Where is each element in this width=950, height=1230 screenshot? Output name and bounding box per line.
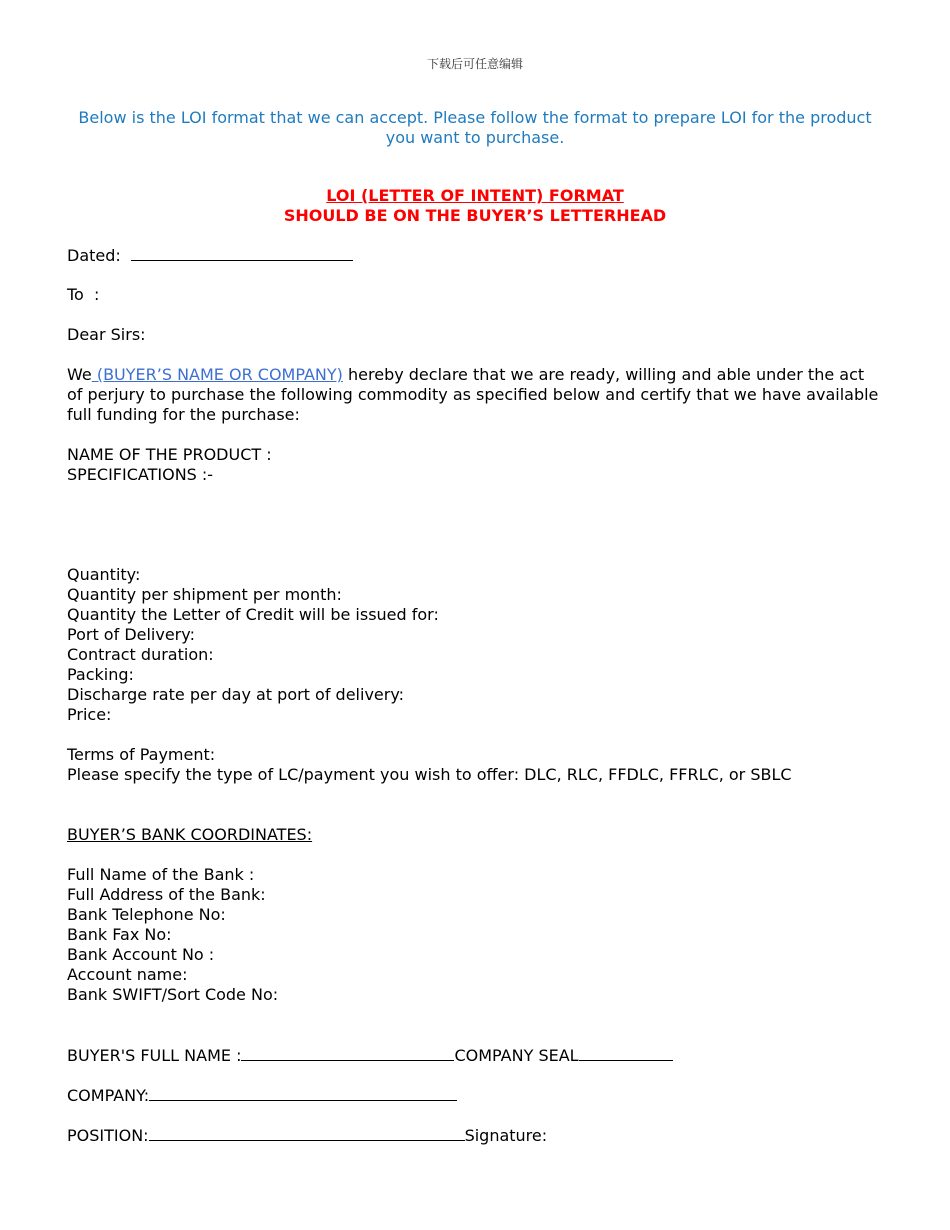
order-field: Quantity: [67,565,141,584]
order-field: Contract duration: [67,645,214,664]
order-field: Discharge rate per day at port of delivery: [67,685,405,704]
bank-field: Bank Fax No: [67,925,172,944]
bank-heading: BUYER’S BANK COORDINATES: [67,825,313,844]
header-note: 下载后可任意编辑 [426,57,523,71]
company-label: COMPANY: [67,1086,150,1105]
company-blank [149,1085,457,1101]
order-field: Quantity per shipment per month: [67,585,342,604]
order-field: Quantity the Letter of Credit will be issued for: [67,605,439,624]
company-seal-blank [579,1045,673,1061]
buyer-name-placeholder: (BUYER’S NAME OR COMPANY) [91,365,343,384]
order-field: Packing: [67,665,134,684]
signature-label: Signature: [464,1126,548,1145]
bank-field: Full Address of the Bank: [67,885,266,904]
bank-field: Account name: [67,965,188,984]
to-line: To : [67,285,100,304]
dated-blank [131,245,353,261]
product-name-field: NAME OF THE PRODUCT : [67,445,272,464]
intro-text: Below is the LOI format that we can accept. Please follow the format to prepare LOI for the product you want to purchase. [78,108,872,147]
declaration-rest: hereby declare that we are ready, willing and able under the act of perjury to purchase the following commodity as specified below and certify that we have available full funding for the purchase: [67,365,879,424]
bank-field: Bank SWIFT/Sort Code No: [67,985,279,1004]
position-line [67,1125,882,1145]
order-field: Price: [67,705,112,724]
full-name-blank [241,1045,454,1061]
company-line [67,1085,882,1105]
declaration-we: We [67,365,92,384]
bank-field: Full Name of the Bank : [67,865,255,884]
company-seal-label: COMPANY SEAL [454,1046,579,1065]
bank-field: Bank Telephone No: [67,905,226,924]
title-line-2: SHOULD BE ON THE BUYER’S LETTERHEAD [283,206,667,225]
letter-body [67,245,882,1145]
specifications-field: SPECIFICATIONS :- [67,465,214,484]
dated-line [67,245,882,265]
order-field: Port of Delivery: [67,625,195,644]
dated-label: Dated: [67,246,121,265]
salutation: Dear Sirs: [67,325,146,344]
position-label: POSITION: [67,1126,149,1145]
full-name-line [67,1045,882,1065]
payment-label: Terms of Payment: [67,745,216,764]
full-name-label: BUYER'S FULL NAME : [67,1046,242,1065]
title-line-1: LOI (LETTER OF INTENT) FORMAT [326,186,624,205]
position-blank [149,1125,465,1141]
payment-note: Please specify the type of LC/payment you wish to offer: DLC, RLC, FFDLC, FFRLC, or SBLC [67,765,792,784]
title-block [0,186,950,226]
bank-field: Bank Account No : [67,945,215,964]
declaration-paragraph [67,365,882,425]
